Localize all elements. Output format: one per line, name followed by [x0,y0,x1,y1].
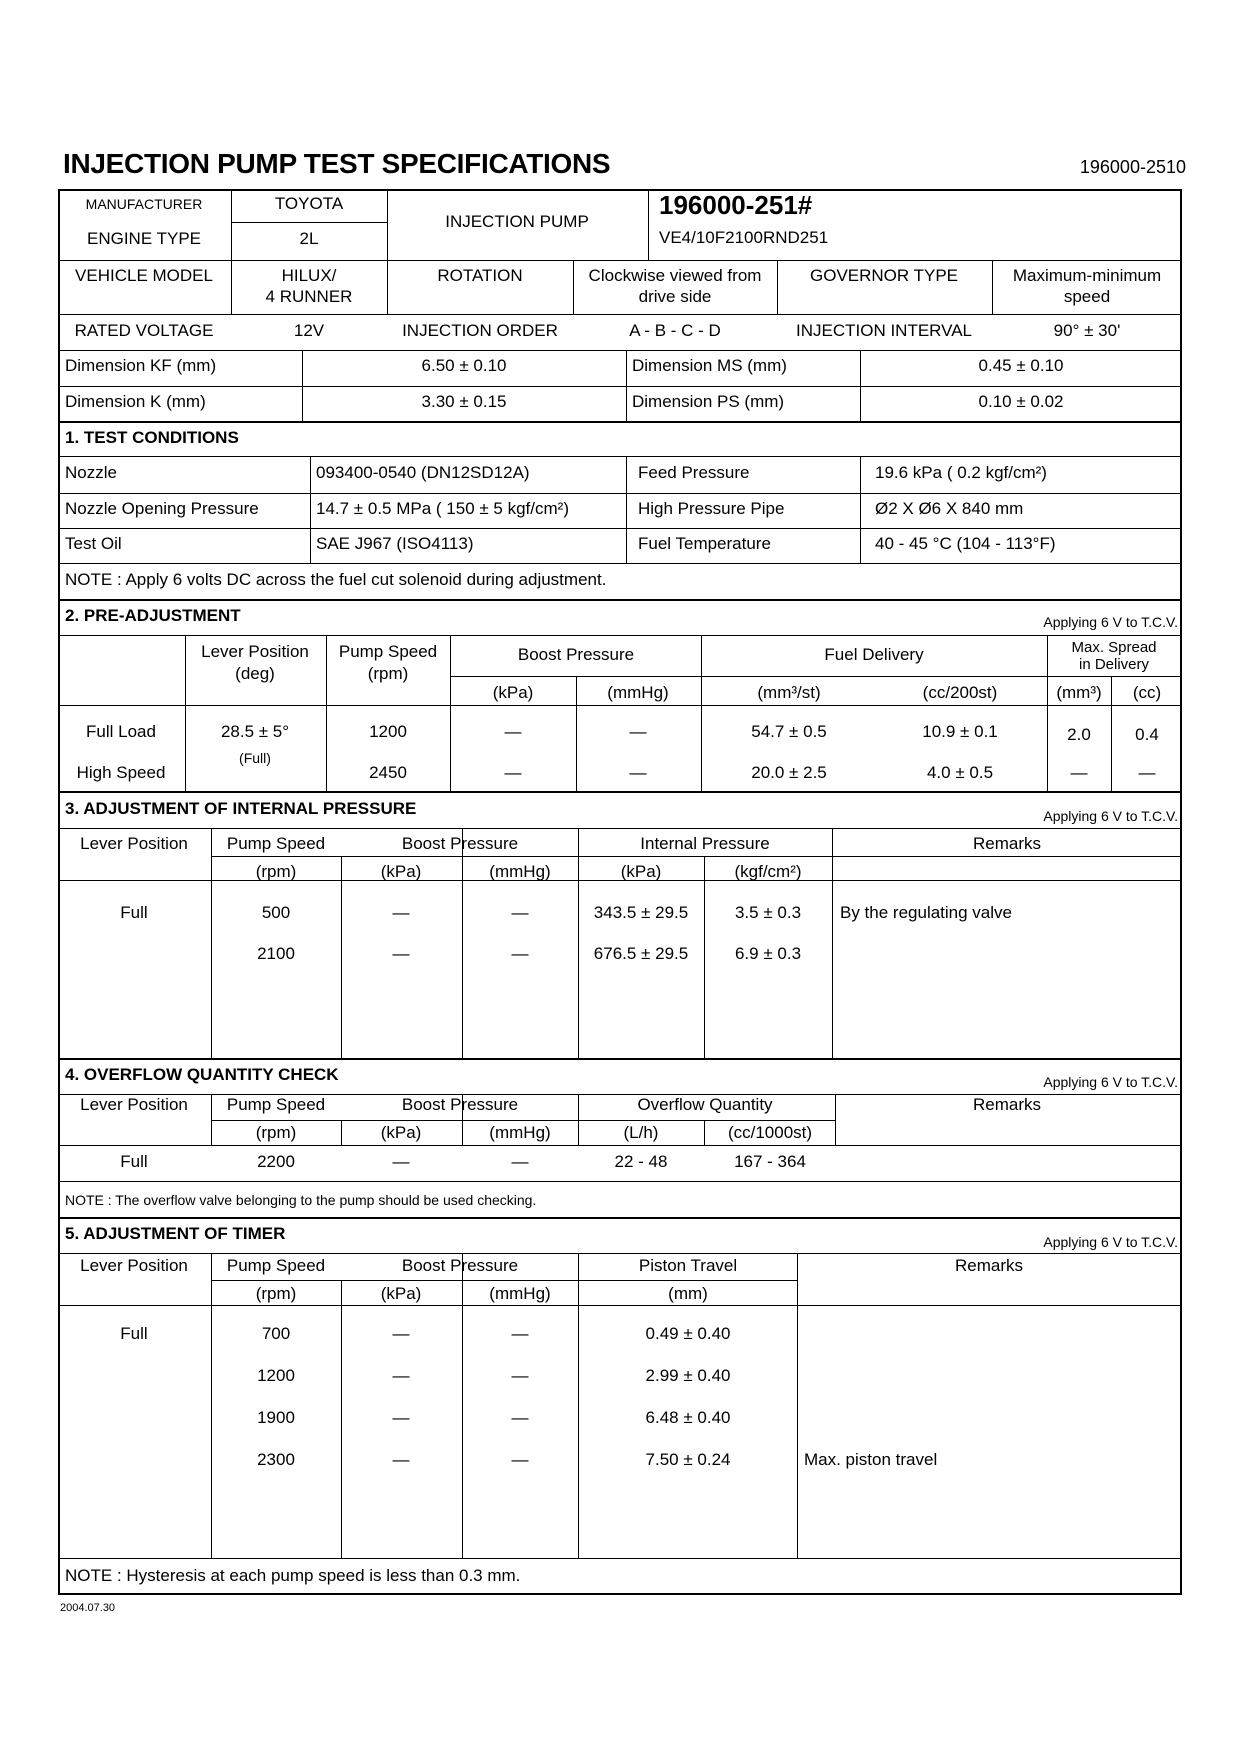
grid-hline [58,705,1182,706]
tm-row4-kpa: — [392,1450,410,1469]
pump-number: 196000-251# [659,190,813,220]
grid-vline [450,635,451,791]
boost-kpa-header: (kPa) [492,683,534,702]
lever-position-header: Lever Position [201,642,309,661]
of-boost-header: Boost Pressure [401,1095,519,1114]
ip-row2-kgf: 6.9 ± 0.3 [734,944,802,963]
lever-unit-header: (deg) [235,664,275,683]
page-title: INJECTION PUMP TEST SPECIFICATIONS [63,148,611,179]
pre-adjustment-title: 2. PRE-ADJUSTMENT [65,606,241,625]
pre-adjustment-tcv-note: Applying 6 V to T.C.V. [1043,614,1178,630]
grid-vline [578,1253,579,1558]
rotation-line1: Clockwise viewed from [588,266,762,285]
full-load-spread-mm3: 2.0 [1067,725,1091,744]
grid-vline [387,189,388,314]
grid-hline [58,635,1182,636]
ip-remarks-header: Remarks [972,834,1042,853]
tm-mm-header: (mm) [668,1284,708,1303]
grid-hline [58,791,1182,793]
fuel-mm3st-header: (mm³/st) [757,683,821,702]
of-lh-value: 22 - 48 [614,1152,668,1171]
grid-vline [578,1094,579,1145]
nozzle-opening-pressure-label: Nozzle Opening Pressure [65,499,259,518]
feed-pressure-value: 19.6 kPa ( 0.2 kgf/cm²) [875,463,1047,482]
tm-kpa-header: (kPa) [380,1284,422,1303]
timer-tcv-note: Applying 6 V to T.C.V. [1043,1234,1178,1250]
dimension-ps-value: 0.10 ± 0.02 [978,392,1064,411]
vehicle-model-line2: 4 RUNNER [265,287,353,306]
fuel-temperature-value: 40 - 45 °C (104 - 113°F) [875,534,1056,553]
ip-row2-mmhg: — [511,944,529,963]
tm-row4-mmhg: — [511,1450,529,1469]
tm-remarks-header: Remarks [954,1256,1024,1275]
grid-hline [58,599,1182,601]
ip-lever-header: Lever Position [80,834,188,853]
of-cc1000-value: 167 - 364 [734,1152,806,1171]
grid-vline [626,456,627,563]
grid-hline [211,856,1182,857]
tm-row2-speed: 1200 [257,1366,295,1385]
grid-hline [450,676,1047,677]
tm-row2-kpa: — [392,1366,410,1385]
dimension-k-label: Dimension K (mm) [65,392,206,411]
injection-pump-label: INJECTION PUMP [445,212,589,231]
injection-interval-label: INJECTION INTERVAL [795,321,973,340]
grid-vline [1047,635,1048,791]
of-remarks-header: Remarks [972,1095,1042,1114]
grid-vline [462,1253,463,1558]
ip-row2-speed: 2100 [257,944,295,963]
high-speed-cc200st: 4.0 ± 0.5 [926,763,994,782]
fuel-temperature-label: Fuel Temperature [638,534,771,553]
tm-lever-value: Full [120,1324,148,1343]
grid-vline [648,189,649,260]
dimension-ms-value: 0.45 ± 0.10 [978,356,1064,375]
grid-hline [58,386,1182,387]
ip-row1-ikpa: 343.5 ± 29.5 [593,903,689,922]
overflow-note: NOTE : The overflow valve belonging to the pump should be used checking. [65,1192,537,1208]
full-load-cc200st: 10.9 ± 0.1 [922,722,998,741]
high-speed-kpa: — [504,763,522,782]
grid-hline [211,1120,835,1121]
nozzle-value: 093400-0540 (DN12SD12A) [316,463,530,482]
dimension-kf-label: Dimension KF (mm) [65,356,217,375]
high-pressure-pipe-label: High Pressure Pipe [638,499,785,518]
ip-row2-ikpa: 676.5 ± 29.5 [593,944,689,963]
tm-row3-speed: 1900 [257,1408,295,1427]
grid-vline [573,260,574,314]
test-oil-value: SAE J967 (ISO4113) [316,534,474,553]
of-speed-value: 2200 [257,1152,295,1171]
full-load-mmhg: — [629,722,647,741]
test-conditions-title: 1. TEST CONDITIONS [65,428,239,447]
grid-vline [211,1094,212,1145]
grid-vline [701,635,702,791]
grid-vline [1111,676,1112,791]
grid-vline [341,856,342,1058]
grid-hline [231,222,387,223]
tm-row4-remark: Max. piston travel [804,1450,938,1469]
high-speed-speed: 2450 [369,763,407,782]
full-load-label: Full Load [86,722,156,741]
tm-rpm-header: (rpm) [255,1284,297,1303]
of-rpm-header: (rpm) [255,1123,297,1142]
tm-row1-speed: 700 [261,1324,291,1343]
spread-cc-header: (cc) [1132,683,1162,702]
full-load-speed: 1200 [369,722,407,741]
vehicle-model-label: VEHICLE MODEL [75,266,213,285]
nozzle-opening-pressure-value: 14.7 ± 0.5 MPa ( 150 ± 5 kgf/cm²) [316,499,569,518]
internal-pressure-title: 3. ADJUSTMENT OF INTERNAL PRESSURE [65,799,417,818]
grid-hline [1047,676,1182,677]
grid-hline [58,1145,1182,1146]
grid-vline [211,828,212,1058]
high-speed-mmhg: — [629,763,647,782]
engine-type-label: ENGINE TYPE [87,229,201,248]
grid-vline [777,260,778,314]
grid-hline [58,528,1182,529]
ip-row1-remark: By the regulating valve [840,903,1012,922]
tm-piston-header: Piston Travel [638,1256,738,1275]
tm-row3-travel: 6.48 ± 0.40 [645,1408,731,1427]
grid-hline [58,1558,1182,1559]
ip-row1-kpa: — [392,903,410,922]
pump-speed-header: Pump Speed [338,642,438,661]
full-load-lever: 28.5 ± 5° [220,722,290,741]
feed-pressure-label: Feed Pressure [638,463,750,482]
grid-hline [58,1305,1182,1306]
grid-vline [326,635,327,791]
engine-type-value: 2L [299,229,319,248]
grid-vline [341,1120,342,1145]
full-load-mm3st: 54.7 ± 0.5 [751,722,827,741]
full-load-spread-cc: 0.4 [1135,725,1159,744]
internal-pressure-tcv-note: Applying 6 V to T.C.V. [1043,808,1178,824]
grid-hline [58,493,1182,494]
max-spread-header: Max. Spread [1071,639,1157,656]
tm-row3-kpa: — [392,1408,410,1427]
grid-hline [58,350,1182,351]
grid-hline [58,1253,1182,1254]
ip-internal-header: Internal Pressure [640,834,770,853]
grid-hline [58,828,1182,829]
tm-row2-mmhg: — [511,1366,529,1385]
ip-kgf-header: (kgf/cm²) [734,862,802,881]
grid-vline [704,856,705,1058]
grid-vline [462,828,463,1058]
pump-code: VE4/10F2100RND251 [659,228,829,247]
full-load-kpa: — [504,722,522,741]
grid-vline [835,1094,836,1145]
injection-order-label: INJECTION ORDER [402,321,558,340]
dimension-k-value: 3.30 ± 0.15 [421,392,507,411]
tm-row1-mmhg: — [511,1324,529,1343]
ip-lever-value: Full [120,903,148,922]
high-speed-spread-mm3: — [1070,763,1088,782]
fuel-delivery-header: Fuel Delivery [824,645,924,664]
test-conditions-note: NOTE : Apply 6 volts DC across the fuel cut solenoid during adjustment. [65,570,607,589]
spread-mm3-header: (mm³) [1056,683,1102,702]
rotation-line2: drive side [638,287,712,306]
injection-order-value: A - B - C - D [629,321,721,340]
grid-vline [310,456,311,563]
governor-label: GOVERNOR TYPE [810,266,958,285]
grid-vline [704,1120,705,1145]
grid-hline [58,563,1182,564]
governor-line2: speed [1063,287,1111,306]
of-speed-header: Pump Speed [226,1095,326,1114]
grid-hline [58,314,1182,315]
dimension-ps-label: Dimension PS (mm) [632,392,785,411]
of-lever-value: Full [120,1152,148,1171]
ip-kpa-header: (kPa) [380,862,422,881]
timer-title: 5. ADJUSTMENT OF TIMER [65,1224,286,1243]
manufacturer-value: TOYOTA [274,194,344,213]
grid-hline [211,1280,797,1281]
rotation-label: ROTATION [437,266,523,285]
tm-row4-speed: 2300 [257,1450,295,1469]
dimension-ms-label: Dimension MS (mm) [632,356,787,375]
of-kpa-value: — [392,1152,410,1171]
boost-pressure-header: Boost Pressure [517,645,635,664]
ip-row1-kgf: 3.5 ± 0.3 [734,903,802,922]
grid-vline [992,260,993,314]
tm-boost-header: Boost Pressure [401,1256,519,1275]
ip-mmhg-header: (mmHg) [489,862,551,881]
tm-row1-travel: 0.49 ± 0.40 [645,1324,731,1343]
ip-row1-mmhg: — [511,903,529,922]
grid-vline [576,676,577,791]
pump-speed-unit-header: (rpm) [367,664,409,683]
vehicle-model-line1: HILUX/ [281,266,337,285]
of-lever-header: Lever Position [80,1095,188,1114]
tm-row3-mmhg: — [511,1408,529,1427]
timer-note: NOTE : Hysteresis at each pump speed is less than 0.3 mm. [65,1566,521,1585]
of-quantity-header: Overflow Quantity [637,1095,773,1114]
ip-row2-kpa: — [392,944,410,963]
document-number: 196000-2510 [1079,157,1186,177]
grid-vline [302,350,303,421]
overflow-title: 4. OVERFLOW QUANTITY CHECK [65,1065,339,1084]
tm-speed-header: Pump Speed [226,1256,326,1275]
grid-hline [58,1181,1182,1182]
dimension-kf-value: 6.50 ± 0.10 [421,356,507,375]
high-speed-label: High Speed [76,763,166,782]
manufacturer-label: MANUFACTURER [85,196,203,212]
grid-vline [231,189,232,314]
rated-voltage-value: 12V [293,321,325,340]
ip-rpm-header: (rpm) [255,862,297,881]
grid-vline [578,828,579,1058]
governor-line1: Maximum-minimum [1012,266,1162,285]
high-speed-mm3st: 20.0 ± 2.5 [751,763,827,782]
grid-hline [58,456,1182,457]
grid-vline [626,350,627,421]
grid-vline [185,635,186,791]
injection-interval-value: 90° ± 30' [1053,321,1121,340]
nozzle-label: Nozzle [65,463,117,482]
test-oil-label: Test Oil [65,534,122,553]
max-spread-header-line2: in Delivery [1078,656,1150,673]
of-mmhg-value: — [511,1152,529,1171]
boost-mmhg-header: (mmHg) [607,683,669,702]
ip-row1-speed: 500 [261,903,291,922]
grid-hline [58,260,1182,261]
tm-row4-travel: 7.50 ± 0.24 [645,1450,731,1469]
grid-vline [832,828,833,1058]
grid-hline [58,421,1182,423]
tm-row2-travel: 2.99 ± 0.40 [645,1366,731,1385]
of-kpa-header: (kPa) [380,1123,422,1142]
lever-note: (Full) [239,750,271,766]
high-speed-spread-cc: — [1138,763,1156,782]
of-lh-header: (L/h) [623,1123,659,1142]
grid-vline [341,1280,342,1558]
grid-vline [211,1253,212,1558]
grid-hline [58,1058,1182,1060]
tm-lever-header: Lever Position [80,1256,188,1275]
of-cc1000-header: (cc/1000st) [727,1123,813,1142]
of-mmhg-header: (mmHg) [489,1123,551,1142]
grid-vline [860,456,861,563]
ip-boost-header: Boost Pressure [401,834,519,853]
grid-vline [860,350,861,421]
print-date: 2004.07.30 [60,1602,116,1614]
tm-row1-kpa: — [392,1324,410,1343]
ip-speed-header: Pump Speed [226,834,326,853]
fuel-cc200st-header: (cc/200st) [922,683,998,702]
high-pressure-pipe-value: Ø2 X Ø6 X 840 mm [875,499,1024,518]
tm-mmhg-header: (mmHg) [489,1284,551,1303]
grid-hline [58,1217,1182,1219]
grid-vline [797,1253,798,1558]
overflow-tcv-note: Applying 6 V to T.C.V. [1043,1074,1178,1090]
ip-ikpa-header: (kPa) [620,862,662,881]
rated-voltage-label: RATED VOLTAGE [74,321,214,340]
